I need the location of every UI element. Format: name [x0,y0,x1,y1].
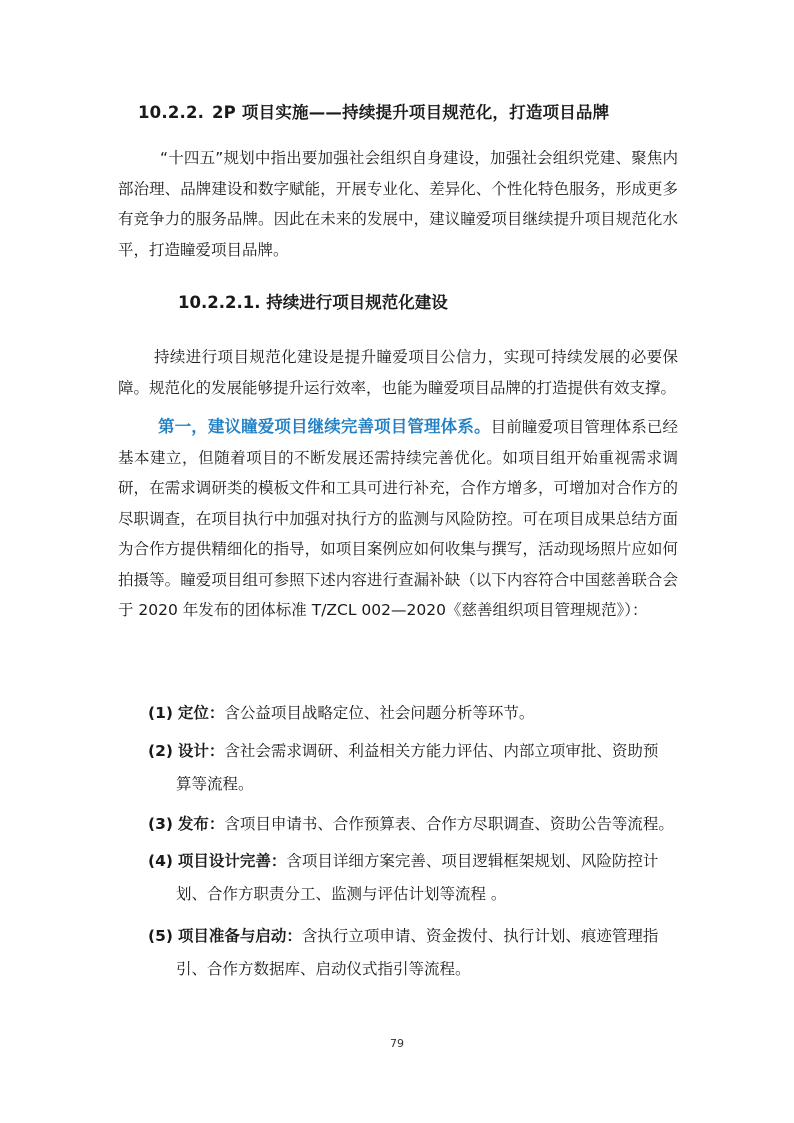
paragraph-3-lead: 第一，建议瞳爱项目继续完善项目管理体系。 [158,417,491,436]
subsection-title: 持续进行项目规范化建设 [266,293,448,312]
list-item-label: 发布 [177,815,209,833]
list-item-number: (3) [148,815,173,833]
section-title: 2P 项目实施——持续提升项目规范化，打造项目品牌 [212,103,610,122]
list-item-number: (2) [148,742,173,760]
list-item: (4) 项目设计完善：含项目详细方案完善、项目逻辑框架规划、风险防控计 划、合作方职责分工、监测与评估计划等流程 。 [148,845,678,911]
list-item-label: 项目准备与启动 [177,927,287,945]
section-number: 10.2.2. [138,103,205,122]
list-item: (5) 项目准备与启动：含执行立项申请、资金拨付、执行计划、痕迹管理指 引、合作方数据库、启动仪式指引等流程。 [148,920,678,986]
subsection-number: 10.2.2.1. [178,293,261,312]
section-heading [138,99,609,123]
list-item-text: 含社会需求调研、利益相关方能力评估、内部立项审批、资助预 [224,742,659,760]
list-item-label: 定位 [177,704,209,722]
list-item: (1) 定位：含公益项目战略定位、社会问题分析等环节。 [148,704,535,722]
list-item-text: 含公益项目战略定位、社会问题分析等环节。 [224,704,535,722]
page-number: 79 [390,1037,404,1050]
paragraph-3-body: 目前瞳爱项目管理体系已经基本建立，但随着项目的不断发展还需持续完善优化。如项目组开始重视需求调研，在需求调研类的模板文件和工具可进行补充，合作方增多，可增加对合作方的尽职调查，在项目执行中加强对执行方的监测与风险防控。可在项目成果总结方面为合作方提供精细化的指导，如项目案例应如何收集与撰写，活动现场照片应如何拍摄等。瞳爱项目组可参照下述内容进行查漏补缺（以下内容符合中国慈善联合会于 2020 年发布的团体标准 T/ZCL 002—2020《慈善组织项目管理规范》）： [118,418,678,619]
intro-paragraph: “十四五”规划中指出要加强社会组织自身建设，加强社会组织党建、聚焦内部治理、品牌建设和数字赋能，开展专业化、差异化、个性化特色服务，形成更多有竞争力的服务品牌。因此在未来的发展中，建议瞳爱项目继续提升项目规范化水平，打造瞳爱项目品牌。 [118,149,678,259]
paragraph-3 [118,412,678,626]
list-item-continuation: 划、合作方职责分工、监测与评估计划等流程 。 [176,885,507,903]
list-item-text: 含项目详细方案完善、项目逻辑框架规划、风险防控计 [286,852,659,870]
list-item: (3) 发布：含项目申请书、合作预算表、合作方尽职调查、资助公告等流程。 [148,815,674,833]
list-item-text: 含执行立项申请、资金拨付、执行计划、痕迹管理指 [301,927,659,945]
list-item: (2) 设计：含社会需求调研、利益相关方能力评估、内部立项审批、资助预 算等流程。 [148,735,678,801]
list-item-label: 设计 [177,742,209,760]
list-item-text: 含项目申请书、合作预算表、合作方尽职调查、资助公告等流程。 [224,815,674,833]
list-item-continuation: 引、合作方数据库、启动仪式指引等流程。 [176,960,471,978]
list-item-number: (5) [148,927,173,945]
subsection-heading [178,289,448,313]
list-item-number: (1) [148,704,173,722]
list-item-label: 项目设计完善 [177,852,271,870]
paragraph-2: 持续进行项目规范化建设是提升瞳爱项目公信力，实现可持续发展的必要保障。规范化的发展能够提升运行效率，也能为瞳爱项目品牌的打造提供有效支撑。 [118,348,678,397]
list-item-continuation: 算等流程。 [176,775,254,793]
list-item-number: (4) [148,852,173,870]
